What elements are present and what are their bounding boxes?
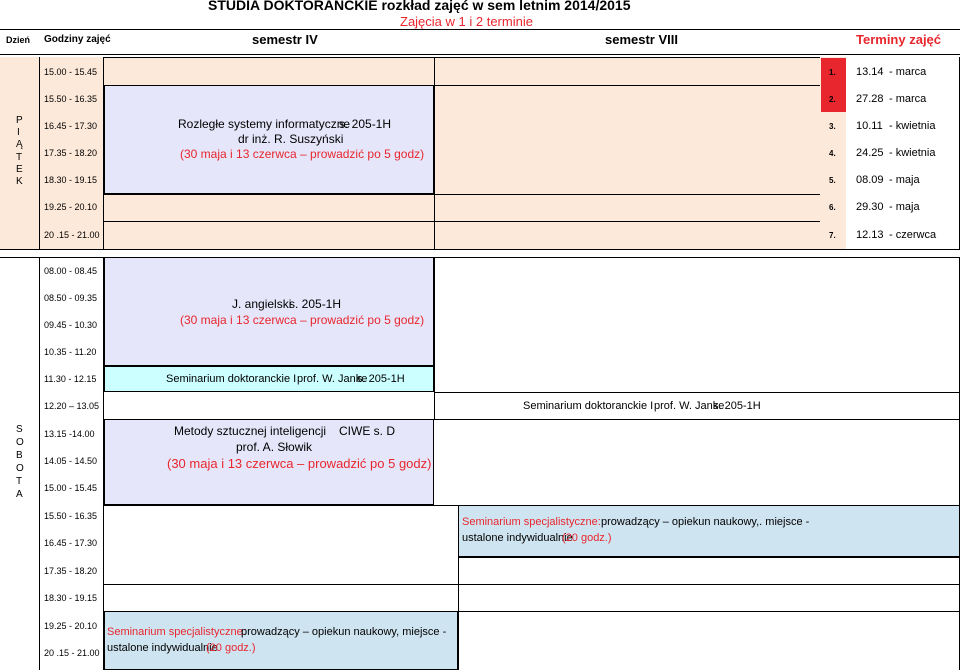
saturday-time-6: 12.20 – 13.05	[44, 401, 100, 411]
term-num-1: 1.	[829, 68, 836, 77]
term-dates-2: 27.28	[856, 93, 884, 105]
header-row	[0, 29, 960, 55]
friday-letter-5: E	[16, 164, 23, 175]
english-room: s. 205-1H	[289, 297, 342, 311]
saturday-time-5: 11.30 - 12.15	[44, 374, 97, 384]
saturday-time-4: 10.35 - 11.20	[44, 347, 97, 357]
term-num-6: 6.	[829, 203, 836, 212]
saturday-letter-5: T	[16, 476, 23, 487]
systems-teacher: dr inż. R. Suszyński	[238, 132, 344, 146]
spec8-block	[458, 505, 960, 557]
friday-letter-4: T	[16, 152, 23, 163]
header-hours: Godziny zajęć	[44, 34, 111, 45]
header-sem4: semestr IV	[252, 32, 318, 47]
term-month-3: - kwietnia	[889, 120, 936, 132]
saturday-time-15: 20 .15 - 21.00	[44, 648, 100, 658]
term-month-6: - maja	[889, 201, 920, 213]
ai-teacher: prof. A. Słowik	[236, 440, 313, 454]
term-dates-3: 10.11	[856, 120, 883, 132]
spec8-title: Seminarium specjalistyczne:	[462, 516, 601, 528]
spec4-title: Seminarium specjalistyczne:	[107, 626, 246, 638]
saturday-time-10: 15.50 - 16.35	[44, 511, 98, 521]
saturday-time-8: 14.05 - 14.50	[44, 456, 98, 466]
term-month-4: - kwietnia	[889, 147, 936, 159]
term-num-7: 7.	[829, 231, 836, 240]
saturday-time-7: 13.15 -14.00	[44, 429, 95, 439]
header-sem8: semestr VIII	[605, 32, 678, 47]
term-month-7: - czerwca	[889, 229, 937, 241]
saturday-time-3: 09.45 - 10.30	[44, 320, 98, 330]
spec4-text2: ustalone indywidualnie	[107, 642, 218, 654]
header-day: Dzień	[6, 35, 31, 45]
systems-room: s. 205-1H	[339, 117, 392, 131]
seminar8-room: s. 205-1H	[713, 400, 761, 412]
spec4-text1: prowadzący – opiekun naukowy, miejsce -	[241, 626, 447, 638]
spec4-hours: (20 godz.)	[206, 642, 256, 654]
term-num-5: 5.	[829, 176, 836, 185]
spec8-hours: (20 godz.)	[562, 532, 612, 544]
friday-time-4: 17.35 - 18.20	[44, 148, 98, 158]
page-subtitle: Zajęcia w 1 i 2 terminie	[400, 14, 533, 29]
friday-time-1: 15.00 - 15.45	[44, 67, 98, 77]
saturday-letter-6: A	[16, 489, 23, 500]
term-dates-4: 24.25	[856, 147, 884, 159]
friday-letter-3: Ą	[16, 139, 23, 150]
english-block	[104, 257, 434, 366]
friday-time-6: 19.25 - 20.10	[44, 202, 98, 212]
header-terms: Terminy zajęć	[856, 32, 942, 47]
term-num-2: 2.	[829, 95, 836, 104]
saturday-letter-3: B	[16, 450, 23, 461]
saturday-time-11: 16.45 - 17.30	[44, 538, 98, 548]
friday-time-3: 16.45 - 17.30	[44, 121, 98, 131]
saturday-letter-4: O	[16, 463, 24, 474]
term-dates-1: 13.14	[856, 66, 884, 78]
english-course: J. angielski	[232, 297, 292, 311]
friday-time-7: 20 .15 - 21.00	[44, 230, 100, 240]
spec4-block	[104, 611, 458, 670]
systems-course: Rozległe systemy informatyczne	[178, 117, 351, 131]
page-title: STUDIA DOKTORANCKIE rozkład zajęć w sem letnim 2014/2015	[208, 0, 631, 13]
ai-room: CIWE s. D	[339, 424, 395, 438]
friday-letter-1: P	[16, 115, 23, 126]
term-month-2: - marca	[889, 93, 927, 105]
seminar4-room: s. 205-1H	[357, 373, 405, 385]
spec8-text1: prowadzący – opiekun naukowy,. miejsce -	[601, 516, 810, 528]
friday-letter-6: K	[16, 176, 23, 187]
saturday-time-13: 18.30 - 19.15	[44, 593, 98, 603]
ai-note: (30 maja i 13 czerwca – prowadzić po 5 godz)	[167, 456, 432, 471]
saturday-time-9: 15.00 - 15.45	[44, 483, 98, 493]
friday-letter-2: I	[17, 127, 20, 138]
term-dates-5: 08.09	[856, 174, 884, 186]
saturday-time-1: 08.00 - 08.45	[44, 266, 98, 276]
english-note: (30 maja i 13 czerwca – prowadzić po 5 godz)	[180, 313, 425, 327]
saturday-time-2: 08.50 - 09.35	[44, 293, 98, 303]
seminar4-name: Seminarium doktoranckie I	[166, 373, 297, 385]
friday-time-5: 18.30 - 19.15	[44, 175, 98, 185]
term-month-1: - marca	[889, 66, 927, 78]
saturday-time-12: 17.35 - 18.20	[44, 566, 98, 576]
friday-time-2: 15.50 - 16.35	[44, 94, 98, 104]
term-dates-6: 29.30	[856, 201, 884, 213]
saturday-time-14: 19.25 - 20.10	[44, 621, 98, 631]
seminar4-teacher: prof. W. Janke	[297, 373, 368, 385]
spec8-text2: ustalone indywidualnie	[462, 532, 573, 544]
term-month-5: - maja	[889, 174, 920, 186]
saturday-letter-1: S	[16, 424, 23, 435]
term-dates-7: 12.13	[856, 229, 884, 241]
seminar8-teacher: prof. W. Janke	[654, 400, 725, 412]
ai-course: Metody sztucznej inteligencji	[174, 424, 327, 438]
saturday-letter-2: O	[16, 437, 24, 448]
seminar8-name: Seminarium doktoranckie I	[523, 400, 654, 412]
term-num-4: 4.	[829, 149, 836, 158]
systems-note: (30 maja i 13 czerwca – prowadzić po 5 godz)	[180, 147, 425, 161]
term-num-3: 3.	[829, 122, 836, 131]
